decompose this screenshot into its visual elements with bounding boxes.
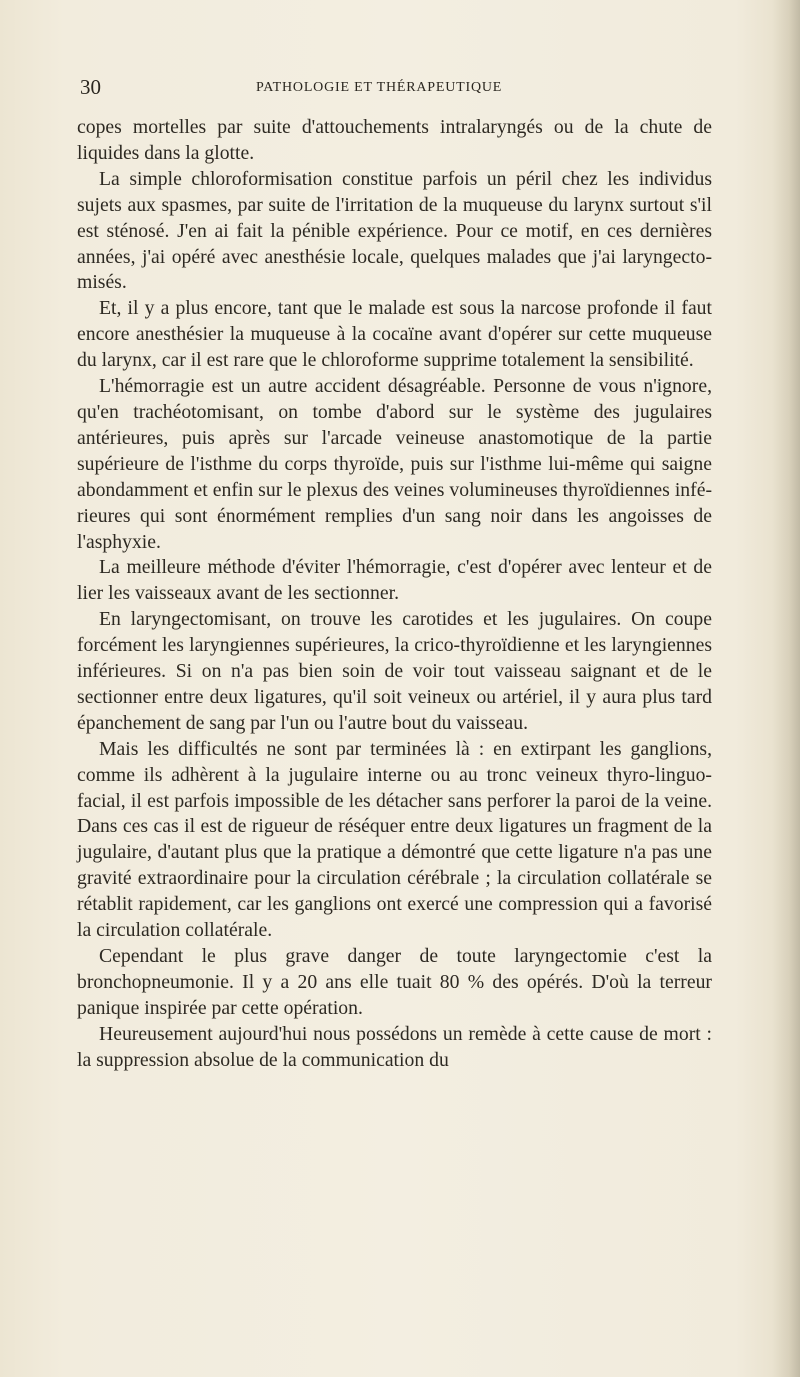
paragraph-2: La simple chloroformisation constitue parfois un péril chez les individus sujets aux spasmes, par suite de l'irritation de la muqueuse du larynx surtout s'il est sténosé. J'en ai fait la pénible expérience. Pour ce motif, en ces dernières années, j'ai opéré avec anesthésie locale, quelques malades que j'ai laryngectomisés. xyxy=(77,167,712,294)
page-number: 30 xyxy=(80,75,101,99)
paragraph-7: Mais les difficultés ne sont par terminées là : en extirpant les ganglions, comme ils adhèrent à la jugulaire interne ou au tronc veineux thyro-linguo-facial, il est parfois impossible de les détacher sans perforer la paroi de la veine. Dans ces cas il est de rigueur de réséquer entre deux ligatures un fragment de la jugulaire, d'autant plus que la pratique a démontré que cette ligature n'a pas une gravité extraordinaire pour la circulation cérébrale ; la circulation collatérale se rétablit rapidement, car les ganglions ont exercé une compression qui a favorisé la circulation collatérale. xyxy=(77,737,712,942)
body-text xyxy=(77,115,712,1074)
running-header xyxy=(80,74,712,104)
paragraph-6: En laryngectomisant, on trouve les carotides et les jugulaires. On coupe forcément les laryngiennes supérieures, la crico-thyroïdienne et les laryngiennes inférieures. Si on n'a pas bien soin de voir tout vaisseau saignant et de le sectionner entre deux ligatures, qu'il soit veineux ou artériel, il y aura plus tard épanchement de sang par l'un ou l'autre bout du vaisseau. xyxy=(77,608,712,734)
running-title: PATHOLOGIE ET THÉRAPEUTIQUE xyxy=(256,80,503,95)
paragraph-3: Et, il y a plus encore, tant que le malade est sous la narcose profonde il faut encore anesthésier la muqueuse à la cocaïne avant d'opérer sur cette muqueuse du larynx, car il est rare que le chloroforme supprime totalement la sensibilité. xyxy=(77,297,712,372)
paragraph-9: Heureusement aujourd'hui nous possédons un remède à cette cause de mort : la suppression absolue de la communication du xyxy=(77,1022,712,1071)
paragraph-1: copes mortelles par suite d'attouchements intralaryngés ou de la chute de liquides dans la glotte. xyxy=(77,116,712,164)
paragraph-4: L'hémorragie est un autre accident désagréable. Personne de vous n'ignore, qu'en trachéotomisant, on tombe d'abord sur le système des jugulaires antérieures, puis après sur l'arcade veineuse anastomotique de la partie supérieure de l'isthme du corps thyroïde, puis sur l'isthme lui-même qui saigne abondamment et enfin sur le plexus des veines volumineuses thyroïdiennes inférieures qui sont énormément remplies d'un sang noir dans les angoisses de l'asphyxie. xyxy=(77,375,712,553)
paragraph-8: Cependant le plus grave danger de toute laryngectomie c'est la bronchopneumonie. Il y a 20 ans elle tuait 80 % des opérés. D'où la terreur panique inspirée par cette opération. xyxy=(77,945,712,1019)
paragraph-5: La meilleure méthode d'éviter l'hémorragie, c'est d'opérer avec lenteur et de lier les vaisseaux avant de les sectionner. xyxy=(77,556,712,605)
